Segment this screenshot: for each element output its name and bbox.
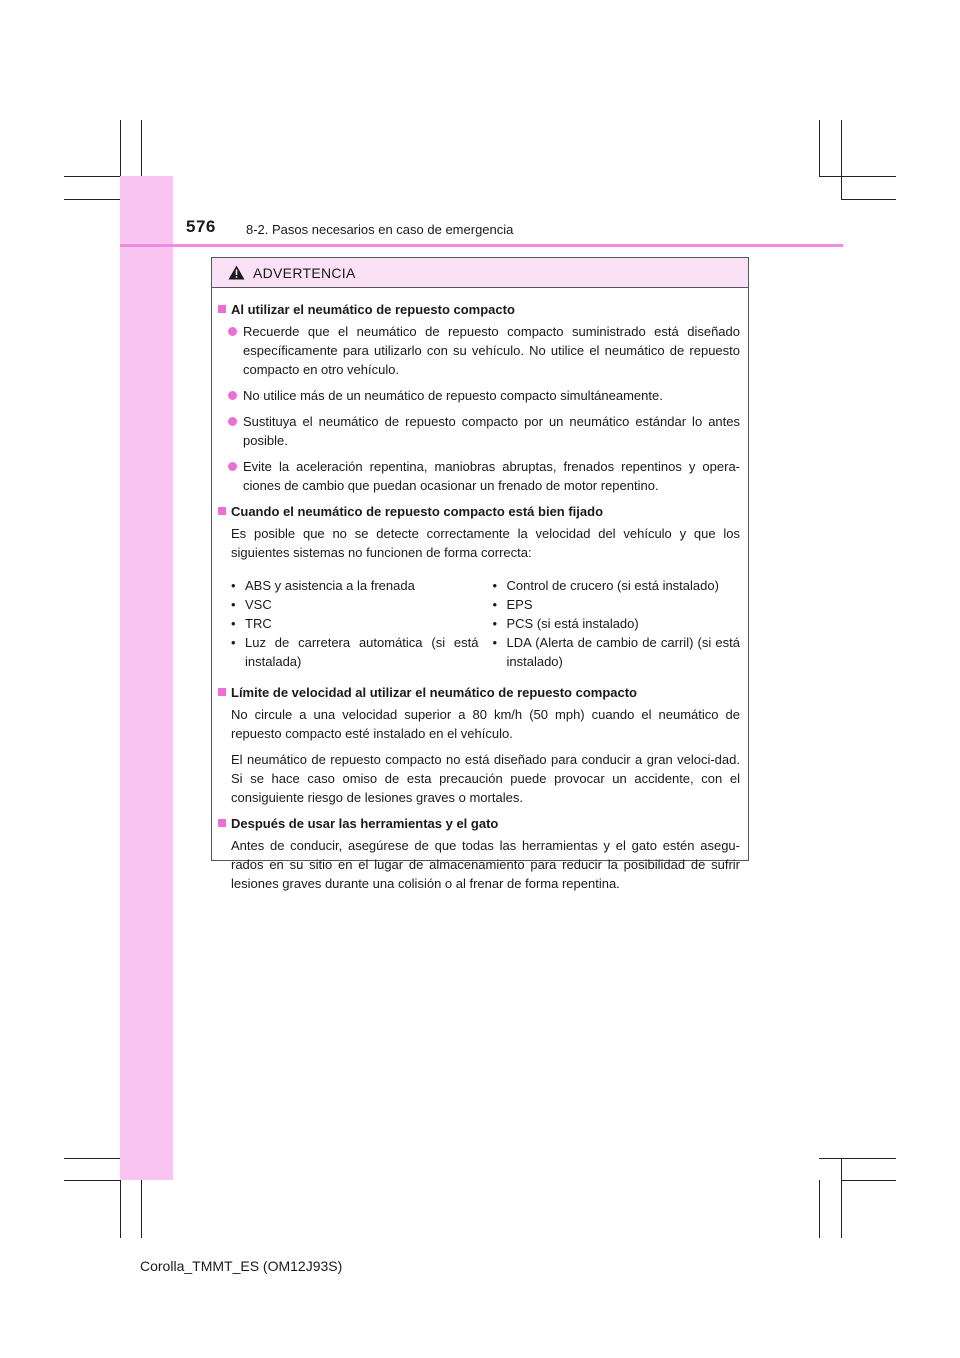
warning-section <box>218 814 740 893</box>
warning-triangle-icon <box>228 265 245 280</box>
page-number: 576 <box>186 217 216 236</box>
list-item-text: Control de crucero (si está instalado) <box>506 578 719 593</box>
crop-mark <box>819 120 820 176</box>
circle-bullet-icon <box>228 462 237 471</box>
footer-document-code: Corolla_TMMT_ES (OM12J93S) <box>140 1258 343 1274</box>
warning-section <box>218 502 740 671</box>
header-rule <box>120 244 843 247</box>
paragraph: No circule a una velocidad superior a 80 km/h (50 mph) cuando el neumático de repuesto compacto esté instalado en el vehículo. <box>231 707 740 741</box>
crop-mark <box>819 176 896 177</box>
square-bullet-icon <box>218 688 226 696</box>
list-item: • PCS (si está instalado) <box>493 614 741 633</box>
circle-bullet-icon <box>228 327 237 336</box>
crop-mark <box>841 120 842 200</box>
section-heading <box>218 683 740 702</box>
warning-section <box>218 300 740 495</box>
crop-mark <box>141 1180 142 1238</box>
section-heading-text: Después de usar las herramientas y el gato <box>231 816 499 831</box>
crop-mark <box>841 1158 842 1238</box>
list-item-text: EPS <box>506 597 533 612</box>
warning-box <box>211 257 749 891</box>
crop-mark <box>819 1180 820 1238</box>
warning-body <box>212 288 748 893</box>
section-heading-text: Límite de velocidad al utilizar el neumático de repuesto compacto <box>231 685 637 700</box>
section-heading <box>218 814 740 833</box>
square-bullet-icon <box>218 305 226 313</box>
list-item: • LDA (Alerta de cambio de carril) (si está instalado) <box>492 635 740 669</box>
square-bullet-icon <box>218 819 226 827</box>
warning-header <box>212 258 748 288</box>
list-item <box>228 322 740 379</box>
section-heading <box>218 300 740 319</box>
list-item-text: Evite la aceleración repentina, maniobras abruptas, frenados repentinos y opera-ciones de cambio que puedan ocasionar un frenado de motor repentino. <box>243 459 740 493</box>
list-item: • VSC <box>231 595 479 614</box>
list-item: • ABS y asistencia a la frenada <box>231 576 479 595</box>
list-item-text: VSC <box>245 597 272 612</box>
list-item <box>228 457 740 495</box>
margin-strip <box>120 176 173 1180</box>
systems-list-left <box>231 576 493 671</box>
crop-mark <box>841 199 896 200</box>
crop-mark <box>841 1180 896 1181</box>
warning-section <box>218 683 740 807</box>
list-item-text: Sustituya el neumático de repuesto compacto por un neumático estándar lo antes posible. <box>243 414 740 448</box>
list-item-text: Recuerde que el neumático de repuesto compacto suministrado está diseñado específicamente para utilizarlo con su vehículo. No utilice el neumático de repuesto compacto en otro vehículo. <box>243 324 740 377</box>
list-item: • TRC <box>231 614 479 633</box>
section-heading-text: Cuando el neumático de repuesto compacto está bien fijado <box>231 504 604 519</box>
list-item-text: Luz de carretera automática (si está instalada) <box>245 635 479 669</box>
circle-bullet-icon <box>228 417 237 426</box>
list-item-text: ABS y asistencia a la frenada <box>245 578 415 593</box>
section-heading <box>218 502 740 521</box>
list-item-text: No utilice más de un neumático de repuesto compacto simultáneamente. <box>243 388 663 403</box>
list-item: • EPS <box>493 595 741 614</box>
list-item: • Control de crucero (si está instalado) <box>493 576 741 595</box>
paragraph: El neumático de repuesto compacto no está diseñado para conducir a gran veloci-dad. Si se hace caso omiso de esta precaución puede provocar un accidente, con el consiguiente riesgo de lesiones graves o mortales. <box>231 752 740 805</box>
crop-mark <box>64 176 120 177</box>
crop-mark <box>64 1180 120 1181</box>
list-item-text: LDA (Alerta de cambio de carril) (si está instalado) <box>506 635 740 669</box>
list-item <box>228 412 740 450</box>
square-bullet-icon <box>218 507 226 515</box>
section-title: 8-2. Pasos necesarios en caso de emergencia <box>246 222 514 237</box>
systems-list-right <box>493 576 741 671</box>
section-heading-text: Al utilizar el neumático de repuesto compacto <box>231 302 515 317</box>
paragraph: Antes de conducir, asegúrese de que todas las herramientas y el gato estén asegu-rados en su sitio en el lugar de almacenamiento para reducir la posibilidad de sufrir lesiones graves durante una colisión o al frenar de forma repentina. <box>231 838 740 891</box>
warning-title: ADVERTENCIA <box>253 264 356 281</box>
list-item-text: TRC <box>245 616 272 631</box>
systems-list <box>231 576 740 671</box>
list-item: • Luz de carretera automática (si está instalada) <box>231 635 479 669</box>
list-item-text: PCS (si está instalado) <box>506 616 639 631</box>
crop-mark <box>120 120 121 176</box>
list-item <box>228 386 740 405</box>
paragraph: Es posible que no se detecte correctamente la velocidad del vehículo y que los siguientes sistemas no funcionen de forma correcta: <box>231 526 740 560</box>
circle-bullet-icon <box>228 391 237 400</box>
crop-mark <box>819 1158 896 1159</box>
